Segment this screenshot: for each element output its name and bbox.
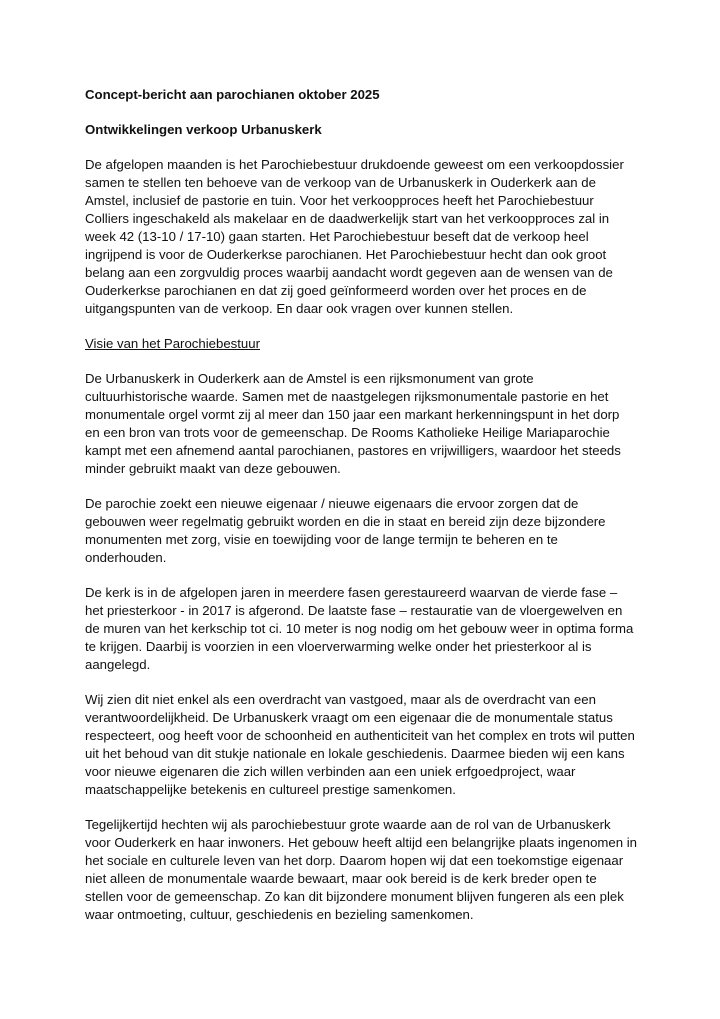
- intro-paragraph: De afgelopen maanden is het Parochiebestuur drukdoende geweest om een verkoopdossier samen te stellen ten behoeve van de verkoop van de Urbanuskerk in Ouderkerk aan de Amstel, inclusief de pastorie en tuin. Voor het verkoopproces heeft het Parochiebestuur Colliers ingeschakeld als makelaar en de daadwerkelijk start van het verkoopproces zal in week 42 (13-10 / 17-10) gaan starten. Het Parochiebestuur beseft dat de verkoop heel ingrijpend is voor de Ouderkerkse parochianen. Het Parochiebestuur hecht dan ook groot belang aan een zorgvuldig proces waarbij aandacht wordt gegeven aan de wensen van de Ouderkerkse parochianen en dat zij goed geïnformeerd worden over het proces en de uitgangspunten van de verkoop. En daar ook vragen over kunnen stellen.: [85, 157, 624, 316]
- paragraph-5: Tegelijkertijd hechten wij als parochiebestuur grote waarde aan de rol van de Urbanuskerk voor Ouderkerk en haar inwoners. Het gebouw heeft altijd een belangrijke plaats ingenomen in het sociale en culturele leven van het dorp. Daarom hopen wij dat een toekomstige eigenaar niet alleen de monumentale waarde bewaart, maar ook bereid is de kerk breder open te stellen voor de gemeenschap. Zo kan dit bijzondere monument blijven fungeren als een plek waar ontmoeting, cultuur, geschiedenis en bezieling samenkomen.: [85, 817, 638, 922]
- document-page: [85, 86, 637, 941]
- document-subtitle: Ontwikkelingen verkoop Urbanuskerk: [85, 122, 322, 137]
- document-title: Concept-bericht aan parochianen oktober 2025: [85, 87, 380, 102]
- section-heading: Visie van het Parochiebestuur: [85, 336, 260, 351]
- paragraph-2: De parochie zoekt een nieuwe eigenaar / nieuwe eigenaars die ervoor zorgen dat de gebouwen weer regelmatig gebruikt worden en die in staat en bereid zijn deze bijzondere monumenten met zorg, visie en toewijding voor de lange termijn te beheren en te onderhouden.: [85, 496, 606, 565]
- paragraph-4: Wij zien dit niet enkel als een overdracht van vastgoed, maar als de overdracht van een verantwoordelijkheid. De Urbanuskerk vraagt om een eigenaar die de monumentale status respecteert, oog heeft voor de schoonheid en authenticiteit van het complex en trots wil putten uit het behoud van dit stukje nationale en lokale geschiedenis. Daarmee bieden wij een kans voor nieuwe eigenaren die zich willen verbinden aan een uniek erfgoedproject, waar maatschappelijke betekenis en cultureel prestige samenkomen.: [85, 692, 635, 797]
- paragraph-3: De kerk is in de afgelopen jaren in meerdere fasen gerestaureerd waarvan de vierde fase – het priesterkoor - in 2017 is afgerond. De laatste fase – restauratie van de vloergewelven en de muren van het kerkschip tot ci. 10 meter is nog nodig om het gebouw weer in optima forma te krijgen. Daarbij is voorzien in een vloerverwarming welke onder het priesterkoor al is aangelegd.: [85, 585, 634, 672]
- paragraph-1: De Urbanuskerk in Ouderkerk aan de Amstel is een rijksmonument van grote cultuurhistorische waarde. Samen met de naastgelegen rijksmonumentale pastorie en het monumentale orgel vormt zij al meer dan 150 jaar een markant herkenningspunt in het dorp en een bron van trots voor de gemeenschap. De Rooms Katholieke Heilige Mariaparochie kampt met een afnemend aantal parochianen, pastores en vrijwilligers, waardoor het steeds minder gebruikt maakt van deze gebouwen.: [85, 371, 621, 476]
